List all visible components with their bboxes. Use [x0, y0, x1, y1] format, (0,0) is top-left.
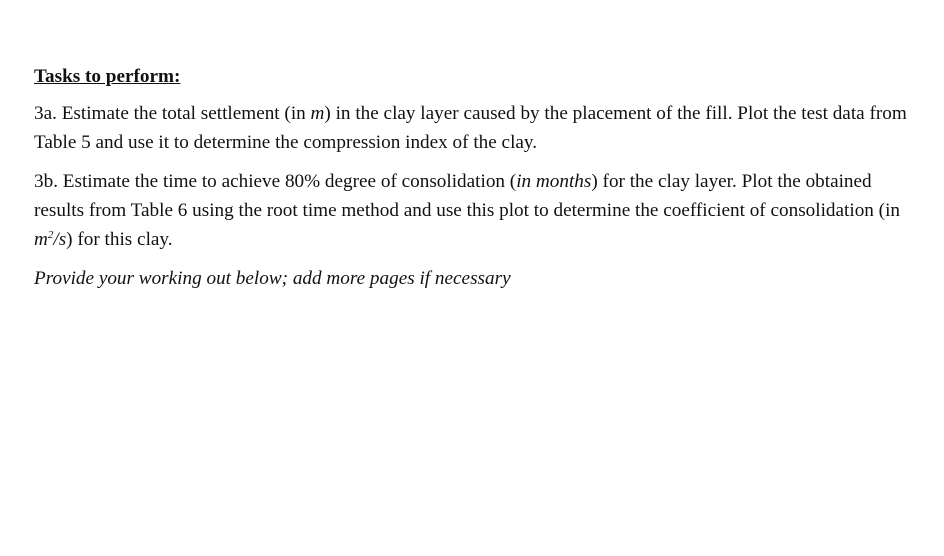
- unit-cv-tail: /s: [53, 229, 67, 250]
- tasks-heading: Tasks to perform:: [34, 66, 181, 87]
- unit-cv-base: m: [34, 229, 48, 250]
- task-3a-text-2: ) in the clay layer caused by the placement of the fill. Plot the test data from Table 5 and use it to determine the compression index of the clay.: [34, 103, 907, 153]
- document-body: [34, 62, 914, 303]
- task-3b-unit-time: in months: [516, 171, 592, 192]
- task-3a-unit: m: [310, 103, 325, 124]
- working-out-instruction: Provide your working out below; add more pages if necessary: [34, 268, 511, 289]
- task-3b-paragraph: [34, 167, 914, 254]
- task-3b-text-3: ) for this clay.: [66, 229, 173, 250]
- task-3b-text-2: ) for the clay layer. Plot the obtained results from Table 6 using the root time method and use this plot to determine the coefficient of consolidation (in: [34, 171, 900, 221]
- unit-cv-superscript: 2: [47, 229, 54, 241]
- task-3b-unit-cv: [34, 229, 66, 250]
- task-3a-text-1: 3a. Estimate the total settlement (in: [34, 103, 311, 124]
- task-3a-paragraph: [34, 99, 914, 157]
- task-3b-text-1: 3b. Estimate the time to achieve 80% degree of consolidation (: [34, 171, 517, 192]
